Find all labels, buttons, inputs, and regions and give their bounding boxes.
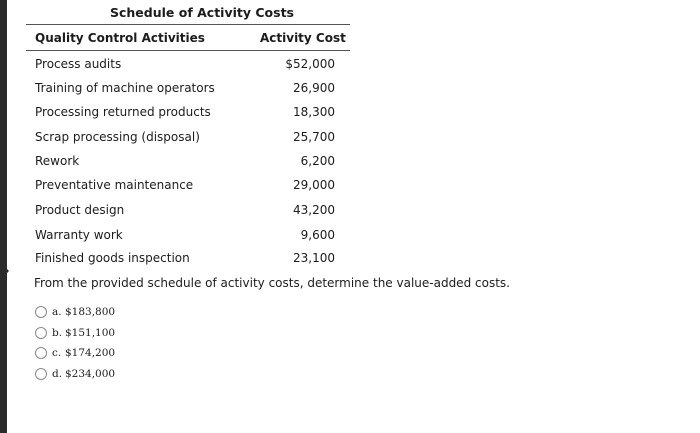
row-label: Processing returned products — [35, 105, 211, 119]
schedule-title: Schedule of Activity Costs — [110, 5, 294, 20]
row-label: Product design — [35, 203, 125, 217]
row-value: 25,700 — [293, 130, 335, 144]
option-letter: b. — [52, 327, 63, 339]
radio-button-icon[interactable] — [35, 327, 47, 339]
table-row — [35, 228, 335, 244]
option-letter: d. — [52, 368, 63, 380]
option-text[interactable]: $234,000 — [65, 368, 116, 380]
row-value: 43,200 — [293, 203, 335, 217]
table-row — [35, 154, 335, 170]
row-label: Process audits — [35, 57, 122, 71]
column-header-activities: Quality Control Activities — [35, 31, 205, 45]
table-row — [35, 57, 335, 73]
table-row — [35, 251, 335, 267]
row-label: Training of machine operators — [35, 81, 215, 95]
current-question-marker — [0, 262, 9, 280]
column-header-cost: Activity Cost — [260, 31, 346, 45]
header-bottom-rule — [26, 50, 350, 51]
row-value: 26,900 — [293, 81, 335, 95]
row-value: $52,000 — [285, 57, 335, 71]
question-text: From the provided schedule of activity costs, determine the value-added costs. — [34, 276, 510, 290]
table-row — [35, 203, 335, 219]
row-value: 6,200 — [300, 154, 335, 168]
row-value: 23,100 — [293, 251, 335, 265]
row-value: 9,600 — [300, 228, 335, 242]
radio-button-icon[interactable] — [35, 368, 47, 380]
option-text[interactable]: $183,800 — [65, 306, 116, 318]
option-text[interactable]: $151,100 — [65, 327, 116, 339]
option-letter: c. — [52, 347, 62, 359]
table-row — [35, 81, 335, 97]
radio-button-icon[interactable] — [35, 347, 47, 359]
row-label: Preventative maintenance — [35, 178, 194, 192]
option-text[interactable]: $174,200 — [65, 347, 116, 359]
table-top-rule — [26, 24, 350, 25]
left-edge-bar — [0, 0, 7, 433]
row-value: 18,300 — [293, 105, 335, 119]
row-label: Rework — [35, 154, 80, 168]
table-row — [35, 130, 335, 146]
row-value: 29,000 — [293, 178, 335, 192]
radio-button-icon[interactable] — [35, 306, 47, 318]
row-label: Warranty work — [35, 228, 123, 242]
table-row — [35, 178, 335, 194]
row-label: Scrap processing (disposal) — [35, 130, 200, 144]
table-row — [35, 105, 335, 121]
row-label: Finished goods inspection — [35, 251, 190, 265]
option-letter: a. — [52, 306, 62, 318]
